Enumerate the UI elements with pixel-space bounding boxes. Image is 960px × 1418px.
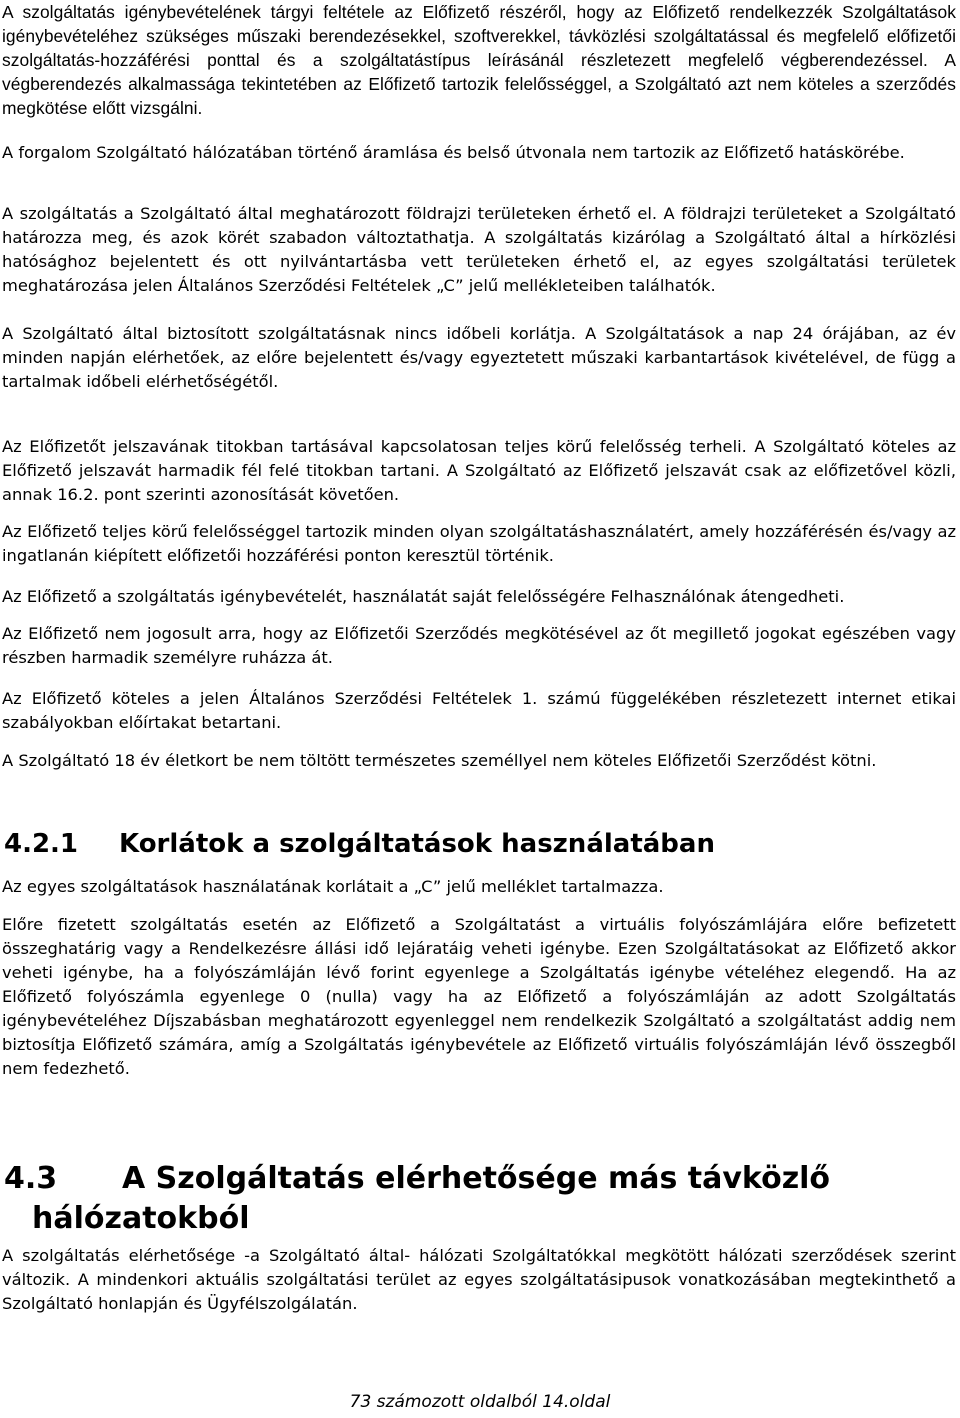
paragraph-rights-transfer: Az Előfizető nem jogosult arra, hogy az Előfizetői Szerződés megkötésével az őt megillető jogokat egészében vagy részben harmadik személyre ruházza át. — [2, 624, 956, 667]
paragraph-traffic-routing: A forgalom Szolgáltató hálózatában történő áramlása és belső útvonala nem tartozik az Előfizető hatáskörébe. — [2, 143, 905, 162]
paragraph-technical-conditions — [2, 0, 956, 120]
paragraph-netiquette: Az Előfizető köteles a jelen Általános Szerződési Feltételek 1. számú függelékében részletezett internet etikai szabályokban előírtakat betartani. — [2, 689, 956, 732]
section-title-line-1: A Szolgáltatás elérhetősége más távközlő — [122, 1161, 831, 1196]
paragraph-prepaid-service: Előre fizetett szolgáltatás esetén az Előfizető a Szolgáltatást a virtuális folyószámlájára előre befizetett összeghatárig vagy a Rendelkezésre állási idő lejáratáig veheti igénybe. Ezen Szolgáltatásokat az Előfizető akkor veheti igénybe, ha a folyószámláján lévő forint egyenlege a Szolgáltatás igénybe vételéhez elegendő. Ha az Előfizető folyószámla egyenlege 0 (nulla) vagy ha az Előfizető a folyószámláján az adott Szolgáltatás igénybevételéhez Díjszabásban meghatározott egyenleggel nem rendelkezik Szolgáltató a szolgáltatást addig nem biztosítja Előfizető számára, amíg a Szolgáltatás igénybevétele az Előfizető virtuális folyószámláján lévő összegből nem fedezhető. — [2, 915, 956, 1078]
section-heading-4-3 — [2, 1159, 956, 1239]
paragraph-service-area: A szolgáltatás a Szolgáltató által meghatározott földrajzi területeken érhető el. A földrajzi területeket a Szolgáltató határozza meg, és azok körét szabadon változtathatja. A szolgáltatás kizárólag a Szolgáltató által a hírközlési hatósághoz bejelentett és ott nyilvántartásba vett területeken érhető el, az egyes szolgáltatási területek meghatározása jelen Általános Szerződési Feltételek „C” jelű mellékleteiben találhatók. — [2, 204, 956, 295]
paragraph-user-transfer: Az Előfizető a szolgáltatás igénybevételét, használatát saját felelősségére Felhasználónak átengedheti. — [2, 587, 845, 606]
section-number: 4.3 — [4, 1161, 58, 1196]
paragraph-availability: A Szolgáltató által biztosított szolgáltatásnak nincs időbeli korlátja. A Szolgáltatások a nap 24 órájában, az év minden napján elérhetőek, az előre bejelentett és/vagy egyeztetett műszaki karbantartások kivételével, de függ a tartalmak időbeli elérhetőségétől. — [2, 324, 956, 391]
paragraph-age-limit: A Szolgáltató 18 év életkort be nem töltött természetes személlyel nem köteles Előfizetői Szerződést kötni. — [2, 751, 877, 770]
paragraph-usage-liability: Az Előfizető teljes körű felelősséggel tartozik minden olyan szolgáltatáshasználatért, amely hozzáférésén és/vagy az ingatlanán kiépített előfizetői hozzáférési ponton keresztül történik. — [2, 522, 956, 565]
paragraph-usage-limits: Az egyes szolgáltatások használatának korlátait a „C” jelű melléklet tartalmazza. — [2, 877, 664, 896]
page-footer: 73 számozott oldalból 14.oldal — [349, 1392, 611, 1412]
section-title: Korlátok a szolgáltatások használatában — [119, 829, 715, 859]
paragraph-network-availability: A szolgáltatás elérhetősége -a Szolgáltató által- hálózati Szolgáltatókkal megkötött hálózati szerződések szerint változik. A mindenkori aktuális szolgáltatási terület az egyes szolgáltatásipusok vonatkozásában megtekinthető a Szolgáltató honlapján és Ügyfélszolgálatán. — [2, 1246, 956, 1313]
paragraph-password: Az Előfizetőt jelszavának titokban tartásával kapcsolatosan teljes körű felelősség terheli. A Szolgáltató köteles az Előfizető jelszavát harmadik fél felé titokban tartani. A Szolgáltató az Előfizető jelszavát csak az előfizetővel közli, annak 16.2. pont szerinti azonosítását követően. — [2, 437, 956, 504]
section-title-line-2: hálózatokból — [32, 1201, 250, 1236]
paragraph-text: A végberendezés alkalmassága tekintetében az Előfizető tartozik felelősséggel, a Szolgáltató azt nem köteles a szerződés megkötése előtt vizsgálni. — [2, 50, 956, 118]
paragraph-text: A szolgáltatás igénybevételének tárgyi feltétele az Előfizető részéről, hogy az Előfizető rendelkezzék Szolgáltatások igénybevételéhez szükséges műszaki berendezésekkel, szoftverekkel, távközlési szolgáltatással és megfelelő előfizetői szolgáltatás-hozzáférési ponttal és a szolgáltatástípus leírásánál részletezett megfelelő végberendezéssel. — [2, 2, 956, 70]
section-number: 4.2.1 — [4, 829, 79, 859]
section-heading-4-2-1 — [2, 828, 956, 860]
